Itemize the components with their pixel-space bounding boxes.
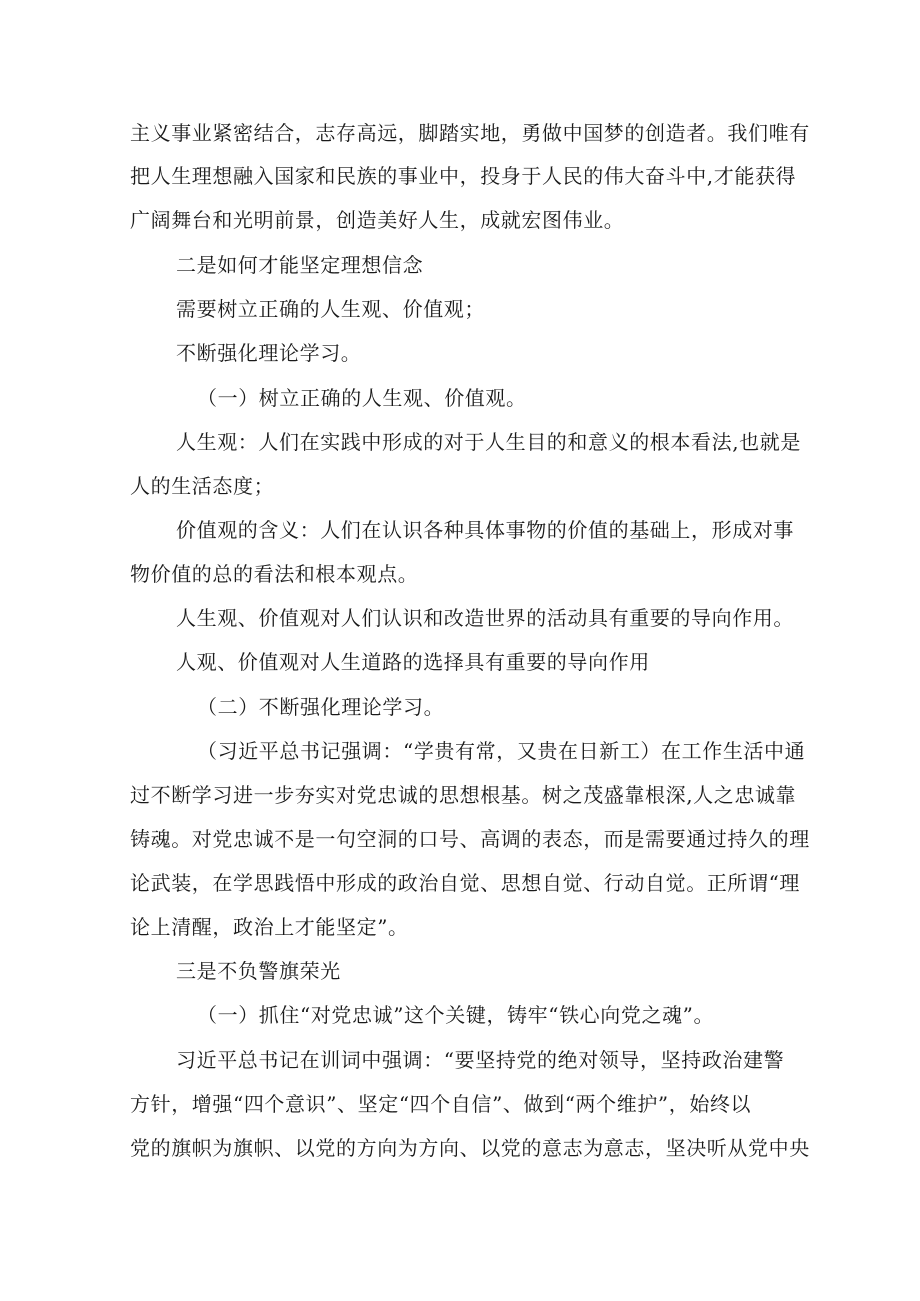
paragraph-line: 广阔舞台和光明前景，创造美好人生，成就宏图伟业。 <box>130 208 625 232</box>
section-heading: 二是如何才能坚定理想信念 <box>176 253 424 277</box>
paragraph-line: 党的旗帜为旗帜、以党的方向为方向、以党的意志为意志，坚决听从党中央 <box>130 1136 810 1160</box>
paragraph-line: 人生观：人们在实践中形成的对于人生目的和意义的根本看法,也就是 <box>176 430 801 454</box>
subsection-heading: （一）抓住“对党忠诚”这个关键，铸牢“铁心向党之魂”。 <box>197 1003 715 1027</box>
paragraph-line: 价值观的含义：人们在认识各种具体事物的价值的基础上，形成对事 <box>176 518 794 542</box>
paragraph-line: 方针，增强“四个意识”、坚定“四个自信”、做到“两个维护”，始终以 <box>130 1092 752 1116</box>
paragraph-line: 习近平总书记在训词中强调：“要坚持党的绝对领导，坚持政治建警 <box>176 1048 785 1072</box>
paragraph-line: 不断强化理论学习。 <box>176 341 362 365</box>
paragraph-line: 过不断学习进一步夯实对党忠诚的思想根基。树之茂盛靠根深,人之忠诚靠 <box>130 783 797 807</box>
paragraph-line: 铸魂。对党忠诚不是一句空洞的口号、高调的表态，而是需要通过持久的理 <box>130 827 810 851</box>
paragraph-line: 人观、价值观对人生道路的选择具有重要的导向作用 <box>176 650 650 674</box>
subsection-heading: （二）不断强化理论学习。 <box>197 695 445 719</box>
paragraph-line: （习近平总书记强调：“学贵有常，又贵在日新工）在工作生活中通 <box>197 739 806 763</box>
paragraph-line: 把人生理想融入国家和民族的事业中，投身于人民的伟大奋斗中,才能获得 <box>130 164 797 188</box>
paragraph-line: 主义事业紧密结合，志存高远，脚踏实地，勇做中国梦的创造者。我们唯有 <box>130 121 810 145</box>
paragraph-line: 人的生活态度； <box>130 474 275 498</box>
paragraph-line: 物价值的总的看法和根本观点。 <box>130 562 419 586</box>
paragraph-line: 论上清醒，政治上才能坚定”。 <box>130 915 409 939</box>
paragraph-line: 需要树立正确的人生观、价值观； <box>176 297 485 321</box>
paragraph-line: 论武装，在学思践悟中形成的政治自觉、思想自觉、行动自觉。正所谓“理 <box>130 871 801 895</box>
section-heading: 三是不负警旗荣光 <box>176 959 341 983</box>
paragraph-line: 人生观、价值观对人们认识和改造世界的活动具有重要的导向作用。 <box>176 606 794 630</box>
subsection-heading: （一）树立正确的人生观、价值观。 <box>197 386 527 410</box>
